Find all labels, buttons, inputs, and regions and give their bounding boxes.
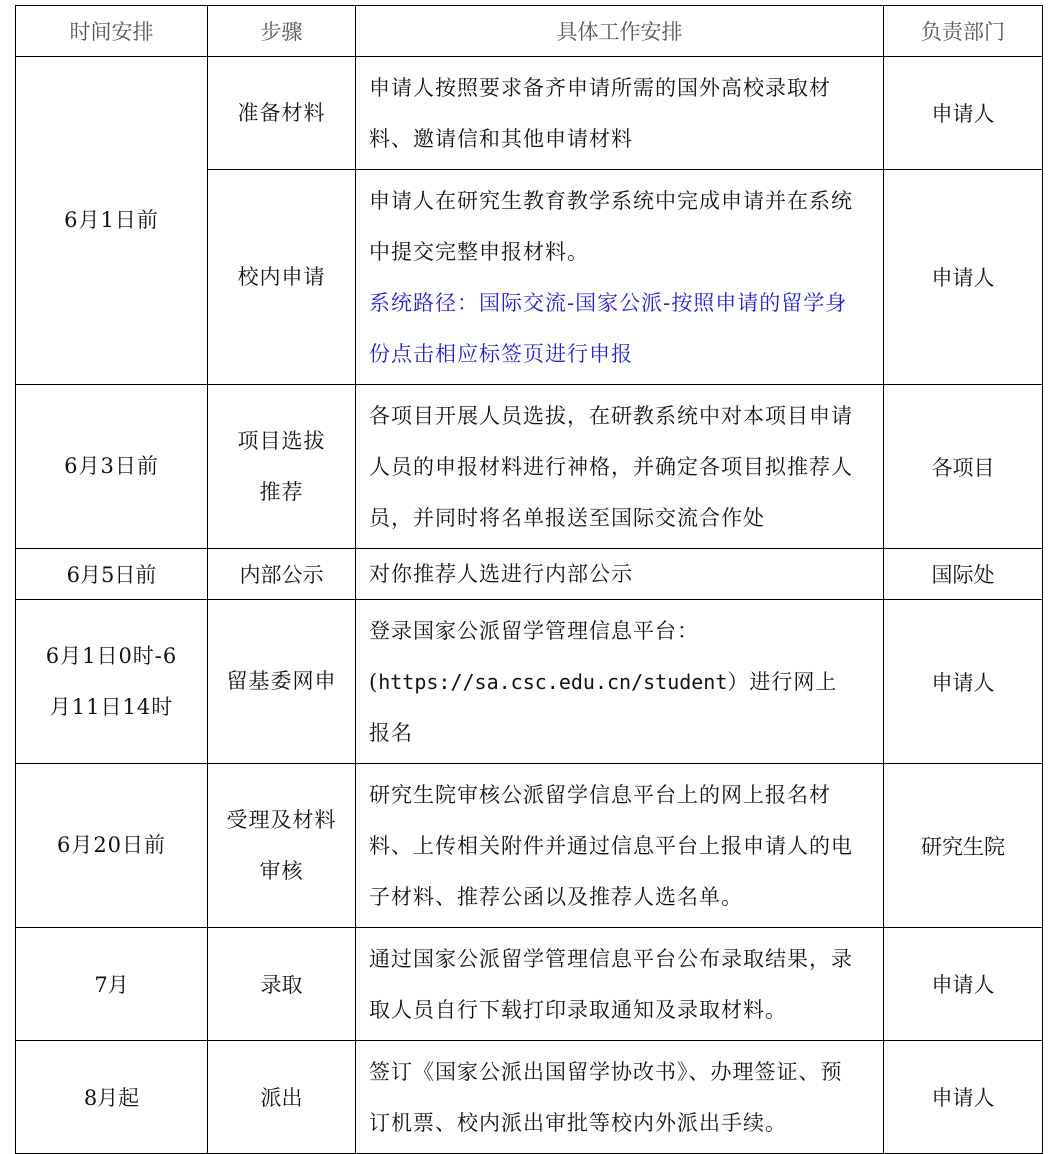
header-detail: 具体工作安排 [356,6,884,57]
time-text: 月11日14时 [49,694,174,719]
detail-cell [356,549,884,600]
dept-text: 申请人 [931,266,995,290]
time-text: 6月5日前 [66,563,157,587]
detail-cell [356,928,884,1041]
step-text: 录取 [260,973,303,997]
header-time: 时间安排 [16,6,208,57]
dept-cell [884,928,1043,1041]
step-cell [208,385,356,549]
dept-text: 申请人 [931,973,995,997]
dept-cell [884,1041,1043,1154]
detail-line: 登录国家公派留学管理信息平台： [369,619,699,643]
dept-cell [884,764,1043,928]
table-row [16,928,1043,1041]
time-text: 6月20日前 [56,833,167,857]
detail-line: 签订《国家公派出国留学协改书》、办理签证、预 [369,1060,843,1084]
header-dept: 负责部门 [884,6,1043,57]
url-line [369,657,875,708]
table-row [16,549,1043,600]
time-text: 8月起 [83,1086,140,1110]
dept-cell [884,385,1043,549]
detail-line: 申请人按照要求备齐申请所需的国外高校录取材 [369,76,831,100]
time-cell [16,1041,208,1154]
dept-cell [884,170,1043,385]
header-step: 步骤 [208,6,356,57]
dept-cell [884,57,1043,170]
detail-line: 员，并同时将名单报送至国际交流合作处 [369,506,765,530]
dept-cell [884,549,1043,600]
dept-text: 各项目 [931,455,995,480]
step-cell [208,764,356,928]
table-row [16,57,1043,170]
detail-line: 申请人在研究生教育教学系统中完成申请并在系统 [369,189,853,213]
detail-line: 各项目开展人员选拔，在研教系统中对本项目申请 [369,404,853,428]
time-text: 6月1日0时-6 [45,643,178,668]
step-cell [208,170,356,385]
step-text: 派出 [260,1086,303,1110]
detail-line: 取人员自行下载打印录取通知及录取材料。 [369,998,787,1022]
detail-line: 订机票、校内派出审批等校内外派出手续。 [369,1111,787,1135]
step-cell [208,928,356,1041]
step-text: 内部公示 [239,563,324,587]
table-row [16,385,1043,549]
dept-cell [884,600,1043,764]
url-tail-text: ）进行网上 [727,670,838,694]
system-path-line: 份点击相应标签页进行申报 [369,342,633,366]
step-cell [208,549,356,600]
step-text: 推荐 [259,479,304,504]
detail-line: 料、邀请信和其他申请材料 [369,127,633,151]
time-cell [16,385,208,549]
step-text: 受理及材料 [226,807,337,832]
detail-line: 子材料、推荐公函以及推荐人选名单。 [369,885,743,909]
time-text: 6月3日前 [64,454,159,478]
step-text: 项目选拔 [237,428,326,453]
detail-line: 中提交完整申报材料。 [369,240,589,264]
step-cell [208,600,356,764]
time-cell [16,57,208,385]
step-cell [208,1041,356,1154]
detail-line: 通过国家公派留学管理信息平台公布录取结果，录 [369,947,853,971]
dept-text: 申请人 [931,670,995,695]
time-text: 7月 [94,973,129,997]
detail-line: 研究生院审核公派留学信息平台上的网上报名材 [369,783,831,807]
detail-line: 对你推荐人选进行内部公示 [369,561,633,586]
dept-text: 国际处 [931,563,995,587]
step-cell [208,57,356,170]
detail-cell [356,1041,884,1154]
schedule-table [15,5,1043,1154]
time-cell [16,549,208,600]
table-row [16,764,1043,928]
detail-cell [356,170,884,385]
time-cell [16,764,208,928]
url-open-paren: ( [369,670,379,694]
time-cell [16,928,208,1041]
time-text: 6月1日前 [64,208,159,232]
system-path-line: 系统路径：国际交流-国家公派-按照申请的留学身 [369,291,848,315]
table-row [16,1041,1043,1154]
detail-cell [356,600,884,764]
header-row [16,6,1043,57]
detail-line: 人员的申报材料进行神格，并确定各项目拟推荐人 [369,455,853,479]
detail-line: 料、上传相关附件并通过信息平台上报申请人的电 [369,834,853,858]
detail-cell [356,764,884,928]
step-text: 留基委网申 [226,669,337,693]
dept-text: 申请人 [931,102,995,126]
dept-text: 申请人 [931,1086,995,1110]
table-row [16,600,1043,764]
time-cell [16,600,208,764]
platform-url-link[interactable]: https://sa.csc.edu.cn/student [378,670,728,694]
detail-line: 报名 [369,721,413,745]
detail-cell [356,385,884,549]
step-text: 校内申请 [237,264,326,289]
step-text: 准备材料 [237,100,326,125]
dept-text: 研究生院 [921,834,1005,859]
step-text: 审核 [259,858,304,883]
detail-cell [356,57,884,170]
